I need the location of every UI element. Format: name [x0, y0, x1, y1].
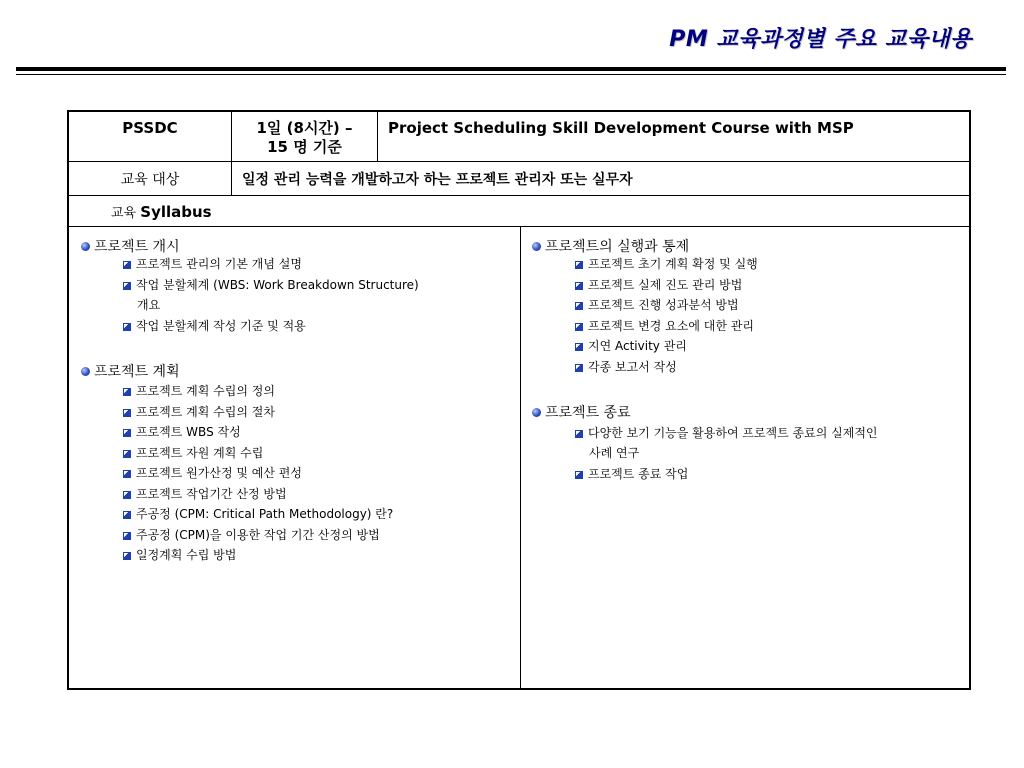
list-item: [575, 316, 754, 336]
course-duration-line1: 1일 (8시간) –: [256, 119, 353, 137]
square-bullet-icon: [575, 471, 583, 479]
list-item-text: 프로젝트 관리의 기본 개념 설명: [136, 257, 302, 271]
list-item-text: 프로젝트 진행 성과분석 방법: [588, 298, 739, 312]
course-duration: [232, 112, 378, 161]
circle-bullet-icon: [81, 242, 90, 251]
page-title: PM 교육과정별 주요 교육내용: [669, 27, 972, 52]
list-item-text: 주공정 (CPM)을 이용한 작업 기간 산정의 방법: [136, 528, 380, 542]
section-heading: [81, 236, 180, 256]
syllabus-label: Syllabus: [140, 203, 212, 221]
circle-bullet-icon: [532, 408, 541, 417]
list-item: [123, 463, 302, 483]
list-item-text: 작업 분할체계 작성 기준 및 적용: [136, 319, 306, 333]
list-item-text: 작업 분할체계 (WBS: Work Breakdown Structure): [136, 278, 419, 292]
section-title: 프로젝트 개시: [94, 239, 180, 255]
circle-bullet-icon: [81, 367, 90, 376]
target-row: [69, 162, 969, 196]
course-table: [67, 110, 971, 690]
section-title: 프로젝트 종료: [545, 405, 631, 421]
list-item-continuation: 사례 연구: [589, 446, 640, 460]
list-item-text: 지연 Activity 관리: [588, 339, 687, 353]
square-bullet-icon: [123, 552, 131, 560]
list-item: [575, 275, 742, 295]
section-title: 프로젝트 계획: [94, 364, 180, 380]
square-bullet-icon: [575, 323, 583, 331]
list-item-text: 프로젝트 자원 계획 수립: [136, 446, 264, 460]
list-item: [123, 422, 241, 442]
square-bullet-icon: [123, 470, 131, 478]
syllabus-left-column: [69, 227, 521, 688]
list-item: [123, 316, 306, 336]
square-bullet-icon: [123, 491, 131, 499]
course-header-row: [69, 112, 969, 162]
section-title: 프로젝트의 실행과 통제: [545, 239, 690, 255]
list-item: [123, 484, 287, 504]
square-bullet-icon: [575, 261, 583, 269]
square-bullet-icon: [575, 430, 583, 438]
title-rule-thick: [16, 67, 1006, 71]
square-bullet-icon: [123, 323, 131, 331]
square-bullet-icon: [575, 282, 583, 290]
square-bullet-icon: [123, 388, 131, 396]
square-bullet-icon: [123, 429, 131, 437]
list-item-text: 프로젝트 종료 작업: [588, 467, 689, 481]
list-item-continuation: 개요: [137, 298, 161, 312]
list-item-text: 프로젝트 계획 수립의 정의: [136, 384, 275, 398]
list-item-text: 일정계획 수립 방법: [136, 548, 237, 562]
list-item: [575, 423, 878, 443]
list-item: [575, 357, 677, 377]
list-item-text: 주공정 (CPM: Critical Path Methodology) 란?: [136, 507, 394, 521]
syllabus-prefix: 교육: [111, 206, 137, 221]
square-bullet-icon: [123, 282, 131, 290]
list-item: [123, 504, 393, 524]
square-bullet-icon: [123, 511, 131, 519]
list-item: [123, 443, 263, 463]
list-item: [123, 545, 236, 565]
square-bullet-icon: [123, 261, 131, 269]
list-item: [575, 295, 739, 315]
syllabus-heading: [69, 196, 969, 226]
list-item: [575, 336, 687, 356]
square-bullet-icon: [575, 302, 583, 310]
list-item-text: 프로젝트 원가산정 및 예산 편성: [136, 466, 302, 480]
section-heading: [532, 402, 631, 422]
list-item-text: 다양한 보기 기능을 활용하여 프로젝트 종료의 실제적인: [588, 426, 878, 440]
list-item: [123, 402, 275, 422]
square-bullet-icon: [575, 343, 583, 351]
list-item-text: 프로젝트 변경 요소에 대한 관리: [588, 319, 754, 333]
list-item-text: 프로젝트 실제 진도 관리 방법: [588, 278, 743, 292]
list-item: [575, 254, 758, 274]
list-item: [123, 381, 275, 401]
list-item-text: 프로젝트 작업기간 산정 방법: [136, 487, 287, 501]
square-bullet-icon: [123, 409, 131, 417]
list-item: [123, 254, 302, 274]
square-bullet-icon: [575, 364, 583, 372]
target-value: 일정 관리 능력을 개발하고자 하는 프로젝트 관리자 또는 실무자: [242, 172, 633, 188]
circle-bullet-icon: [532, 242, 541, 251]
list-item-text: 프로젝트 WBS 작성: [136, 425, 241, 439]
title-rule-thin: [16, 74, 1006, 75]
square-bullet-icon: [123, 450, 131, 458]
course-name: Project Scheduling Skill Development Course with MSP: [388, 119, 854, 137]
syllabus-right-column: [521, 227, 969, 688]
syllabus-row: [69, 196, 969, 227]
square-bullet-icon: [123, 532, 131, 540]
list-item: [123, 525, 380, 545]
list-item: [123, 275, 419, 295]
list-item-text: 각종 보고서 작성: [588, 360, 677, 374]
target-label: 교육 대상: [69, 162, 232, 195]
section-heading: [81, 361, 180, 381]
list-item: [575, 464, 688, 484]
course-code: PSSDC: [69, 112, 232, 161]
course-duration-line2: 15 명 기준: [267, 138, 342, 156]
list-item-text: 프로젝트 계획 수립의 절차: [136, 405, 275, 419]
list-item-text: 프로젝트 초기 계획 확정 및 실행: [588, 257, 758, 271]
section-heading: [532, 236, 689, 256]
